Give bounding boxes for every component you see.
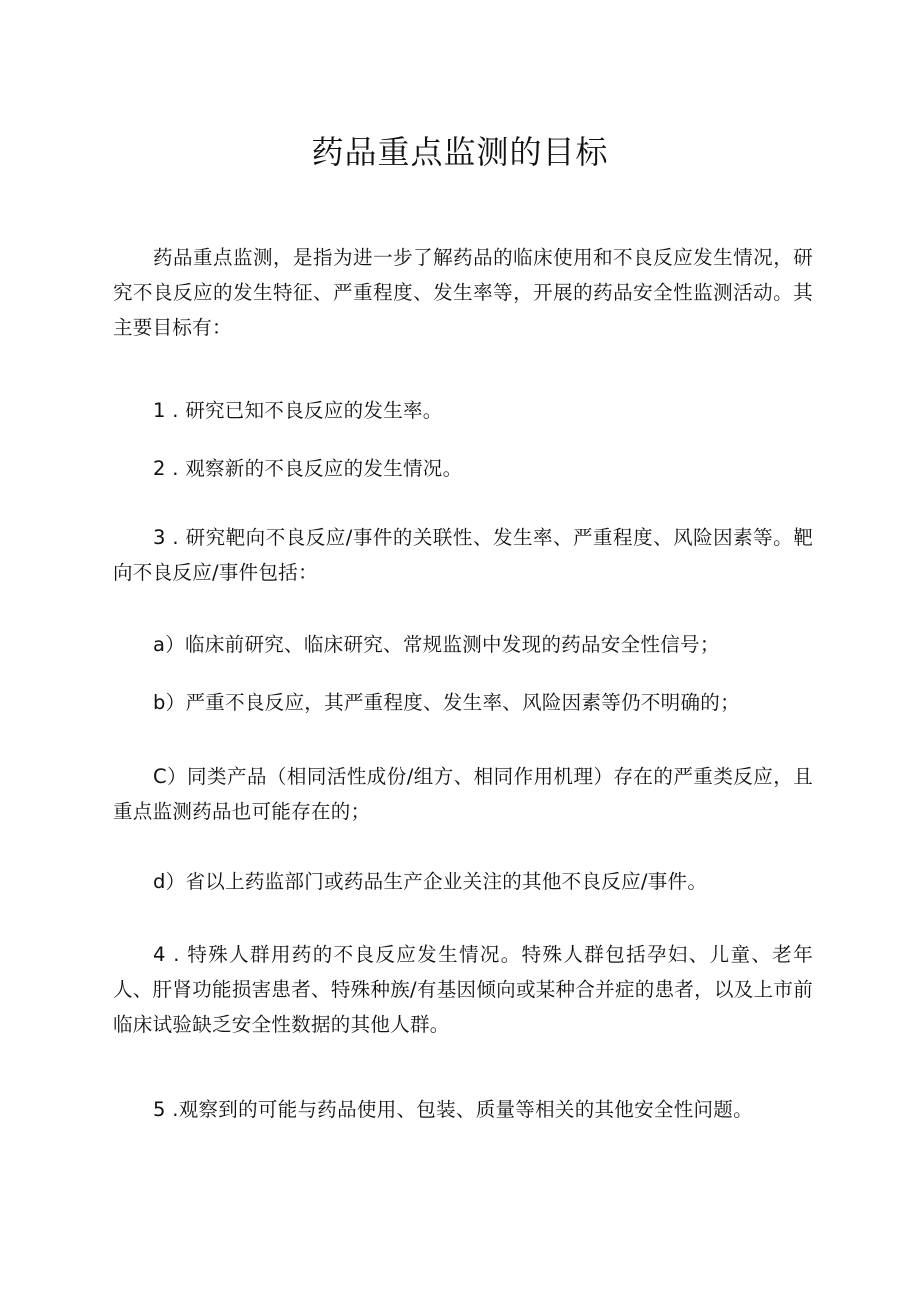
goal-item-2: 2 . 观察新的不良反应的发生情况。 xyxy=(153,457,463,480)
intro-paragraph: 药品重点监测，是指为进一步了解药品的临床使用和不良反应发生情况，研究不良反应的发生特征、严重程度、发生率等，开展的药品安全性监测活动。其主要目标有： xyxy=(113,246,813,339)
goal-item-3: 3 . 研究靶向不良反应/事件的关联性、发生率、严重程度、风险因素等。靶向不良反应/事件包括： xyxy=(113,526,813,584)
document-title: 药品重点监测的目标 xyxy=(311,133,609,171)
goal-item-1: 1 . 研究已知不良反应的发生率。 xyxy=(153,399,443,422)
sub-item-c: C）同类产品（相同活性成份/组方、相同作用机理）存在的严重类反应，且重点监测药品也可能存在的； xyxy=(113,765,813,823)
goal-item-5: 5 .观察到的可能与药品使用、包装、质量等相关的其他安全性问题。 xyxy=(153,1098,753,1121)
sub-item-b: b）严重不良反应，其严重程度、发生率、风险因素等仍不明确的； xyxy=(153,691,740,714)
sub-item-d: d）省以上药监部门或药品生产企业关注的其他不良反应/事件。 xyxy=(153,870,708,893)
goal-item-4: 4 . 特殊人群用药的不良反应发生情况。特殊人群包括孕妇、儿童、老年人、肝肾功能损害患者、特殊种族/有基因倾向或某种合并症的患者，以及上市前临床试验缺乏安全性数据的其他人群。 xyxy=(113,943,813,1036)
sub-item-a: a）临床前研究、临床研究、常规监测中发现的药品安全性信号； xyxy=(153,633,720,656)
